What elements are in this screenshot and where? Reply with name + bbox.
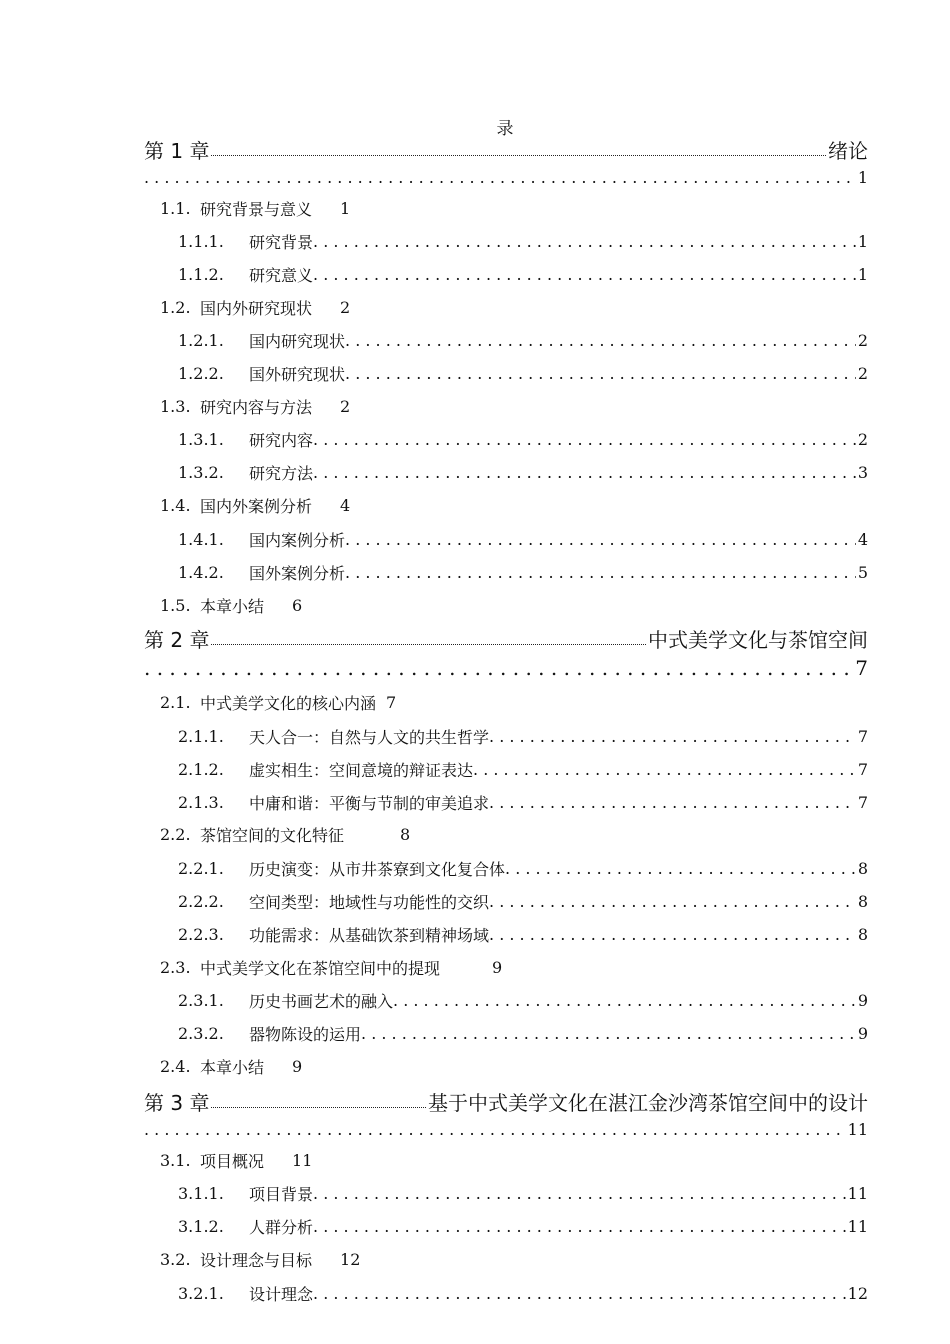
subsection-title: 研究意义 xyxy=(249,265,314,285)
subsection-number: 2.2.2. xyxy=(178,891,224,911)
leader-dots xyxy=(345,364,856,383)
leader-dots xyxy=(505,859,856,878)
section-number: 2.1. xyxy=(160,692,191,712)
subsection-title: 研究内容 xyxy=(249,430,314,450)
page-number: 1 xyxy=(857,264,868,284)
section-number: 2.2. xyxy=(160,824,191,844)
leader-dots xyxy=(313,1184,846,1203)
subsection-title: 设计理念 xyxy=(249,1284,314,1304)
subsection-title: 研究背景 xyxy=(249,232,314,252)
leader-dots xyxy=(144,1120,844,1139)
subsection-number: 2.1.1. xyxy=(178,726,224,746)
toc-subsection[interactable] xyxy=(178,426,868,452)
page-number: 1 xyxy=(857,167,868,187)
subsection-number: 1.3.2. xyxy=(178,462,224,482)
leader-dots xyxy=(211,155,826,156)
page-number: 2 xyxy=(857,363,868,383)
page-number: 9 xyxy=(292,1056,303,1076)
leader-dots xyxy=(313,430,856,449)
subsection-number: 2.1.3. xyxy=(178,792,224,812)
subsection-title: 研究方法 xyxy=(249,463,314,483)
leader-dots xyxy=(473,760,856,779)
section-number: 1.5. xyxy=(160,595,191,615)
subsection-number: 2.1.2. xyxy=(178,759,224,779)
toc-subsection[interactable] xyxy=(178,228,868,254)
subsection-title: 器物陈设的运用 xyxy=(249,1024,362,1044)
toc-subsection[interactable] xyxy=(178,459,868,485)
section-title: 设计理念与目标 xyxy=(200,1250,313,1270)
section-title: 中式美学文化的核心内涵 xyxy=(200,693,377,713)
page-number: 1 xyxy=(857,231,868,251)
section-title: 研究背景与意义 xyxy=(200,199,313,219)
toc-subsection[interactable] xyxy=(178,1280,868,1306)
subsection-number: 1.1.1. xyxy=(178,231,224,251)
subsection-title: 历史书画艺术的融入 xyxy=(249,991,394,1011)
toc-subsection[interactable] xyxy=(178,1180,868,1206)
page-number: 2 xyxy=(340,297,351,317)
chapter-title: 基于中式美学文化在湛江金沙湾茶馆空间中的设计 xyxy=(428,1090,868,1115)
page-number: 8 xyxy=(857,924,868,944)
chapter-label: 第 3 章 xyxy=(144,1090,210,1115)
leader-dots xyxy=(345,530,856,549)
subsection-number: 2.3.1. xyxy=(178,990,224,1010)
page-number: 8 xyxy=(857,858,868,878)
page-number: 12 xyxy=(340,1249,361,1269)
toc-subsection[interactable] xyxy=(178,1213,868,1239)
subsection-number: 1.2.2. xyxy=(178,363,224,383)
section-number: 1.4. xyxy=(160,495,191,515)
subsection-number: 3.1.1. xyxy=(178,1183,224,1203)
section-number: 2.3. xyxy=(160,957,191,977)
leader-dots xyxy=(489,925,856,944)
page-number: 11 xyxy=(292,1150,313,1170)
toc-subsection[interactable] xyxy=(178,1020,868,1046)
page-number: 2 xyxy=(857,330,868,350)
page-number: 3 xyxy=(857,462,868,482)
toc-subsection[interactable] xyxy=(178,360,868,386)
toc-section[interactable] xyxy=(160,1053,302,1079)
toc-subsection[interactable] xyxy=(178,888,868,914)
toc-subsection[interactable] xyxy=(178,559,868,585)
section-number: 2.4. xyxy=(160,1056,191,1076)
page-number: 4 xyxy=(857,529,868,549)
leader-dots xyxy=(345,331,856,350)
leader-dots xyxy=(313,1217,846,1236)
subsection-title: 人群分析 xyxy=(249,1217,314,1237)
page-number: 8 xyxy=(857,891,868,911)
subsection-title: 功能需求：从基础饮茶到精神场域 xyxy=(249,925,490,945)
toc-chapter-page-line xyxy=(144,1116,868,1142)
page-number: 9 xyxy=(492,957,503,977)
toc-title: 录 xyxy=(496,119,514,139)
toc-chapter[interactable] xyxy=(144,625,868,651)
subsection-title: 天人合一：自然与人文的共生哲学 xyxy=(249,727,490,747)
toc-subsection[interactable] xyxy=(178,261,868,287)
leader-dots xyxy=(211,1107,426,1108)
page-number: 7 xyxy=(855,656,868,680)
page-number: 7 xyxy=(857,792,868,812)
leader-dots xyxy=(489,793,856,812)
leader-dots xyxy=(313,265,856,284)
section-number: 3.1. xyxy=(160,1150,191,1170)
subsection-number: 2.3.2. xyxy=(178,1023,224,1043)
section-title: 项目概况 xyxy=(200,1151,265,1171)
toc-subsection[interactable] xyxy=(178,921,868,947)
toc-subsection[interactable] xyxy=(178,789,868,815)
toc-subsection[interactable] xyxy=(178,327,868,353)
toc-subsection[interactable] xyxy=(178,855,868,881)
subsection-number: 1.4.1. xyxy=(178,529,224,549)
toc-chapter[interactable] xyxy=(144,136,868,162)
leader-dots xyxy=(489,727,856,746)
page-number: 2 xyxy=(340,396,351,416)
chapter-title: 中式美学文化与茶馆空间 xyxy=(648,627,868,652)
subsection-number: 1.4.2. xyxy=(178,562,224,582)
page-number: 12 xyxy=(847,1283,868,1303)
toc-section[interactable] xyxy=(160,689,396,715)
section-title: 研究内容与方法 xyxy=(200,397,313,417)
subsection-title: 国外案例分析 xyxy=(249,563,346,583)
section-number: 1.3. xyxy=(160,396,191,416)
page-number: 7 xyxy=(857,759,868,779)
section-title: 国内外研究现状 xyxy=(200,298,313,318)
toc-section[interactable] xyxy=(160,393,350,419)
section-title: 本章小结 xyxy=(200,596,265,616)
toc-subsection[interactable] xyxy=(178,723,868,749)
page-number: 5 xyxy=(857,562,868,582)
page-number: 9 xyxy=(857,990,868,1010)
page-number: 2 xyxy=(857,429,868,449)
subsection-title: 历史演变：从市井茶寮到文化复合体 xyxy=(249,859,506,879)
subsection-number: 2.2.1. xyxy=(178,858,224,878)
leader-dots xyxy=(144,168,854,187)
toc-subsection[interactable] xyxy=(178,526,868,552)
subsection-title: 虚实相生：空间意境的辩证表达 xyxy=(249,760,474,780)
chapter-title: 绪论 xyxy=(828,138,868,163)
toc-section[interactable] xyxy=(160,294,350,320)
page-number: 7 xyxy=(857,726,868,746)
leader-dots xyxy=(313,1284,846,1303)
subsection-number: 2.2.3. xyxy=(178,924,224,944)
section-title: 国内外案例分析 xyxy=(200,496,313,516)
toc-subsection[interactable] xyxy=(178,756,868,782)
toc-chapter-page-line xyxy=(144,655,868,681)
subsection-number: 3.2.1. xyxy=(178,1283,224,1303)
chapter-label: 第 2 章 xyxy=(144,627,210,652)
subsection-title: 空间类型：地域性与功能性的交织 xyxy=(249,892,490,912)
page-number: 7 xyxy=(386,692,397,712)
section-title: 茶馆空间的文化特征 xyxy=(200,825,345,845)
leader-dots xyxy=(393,991,856,1010)
chapter-label: 第 1 章 xyxy=(144,138,210,163)
subsection-title: 国内研究现状 xyxy=(249,331,346,351)
toc-section[interactable] xyxy=(160,1246,360,1272)
subsection-number: 3.1.2. xyxy=(178,1216,224,1236)
page-number: 11 xyxy=(847,1216,868,1236)
page-number: 8 xyxy=(400,824,411,844)
toc-section[interactable] xyxy=(160,492,350,518)
page-number: 9 xyxy=(857,1023,868,1043)
toc-subsection[interactable] xyxy=(178,987,868,1013)
page-number: 11 xyxy=(847,1183,868,1203)
subsection-title: 中庸和谐：平衡与节制的审美追求 xyxy=(249,793,490,813)
section-number: 3.2. xyxy=(160,1249,191,1269)
subsection-number: 1.2.1. xyxy=(178,330,224,350)
leader-dots xyxy=(211,644,646,645)
page-number: 1 xyxy=(340,198,351,218)
section-number: 1.2. xyxy=(160,297,191,317)
leader-dots xyxy=(313,463,856,482)
toc-section[interactable] xyxy=(160,954,502,980)
leader-dots xyxy=(361,1024,856,1043)
toc-chapter[interactable] xyxy=(144,1088,868,1114)
subsection-number: 1.1.2. xyxy=(178,264,224,284)
section-title: 中式美学文化在茶馆空间中的提现 xyxy=(200,958,441,978)
toc-section[interactable] xyxy=(160,195,350,221)
subsection-title: 国内案例分析 xyxy=(249,530,346,550)
section-number: 1.1. xyxy=(160,198,191,218)
leader-dots xyxy=(313,232,856,251)
page-number: 4 xyxy=(340,495,351,515)
toc-chapter-page-line xyxy=(144,164,868,190)
subsection-number: 1.3.1. xyxy=(178,429,224,449)
leader-dots xyxy=(489,892,856,911)
page-number: 6 xyxy=(292,595,303,615)
toc-section[interactable] xyxy=(160,1147,312,1173)
toc-section[interactable] xyxy=(160,821,410,847)
subsection-title: 项目背景 xyxy=(249,1184,314,1204)
subsection-title: 国外研究现状 xyxy=(249,364,346,384)
toc-section[interactable] xyxy=(160,592,302,618)
page-number: 11 xyxy=(847,1119,868,1139)
leader-dots xyxy=(144,656,851,680)
leader-dots xyxy=(345,563,856,582)
section-title: 本章小结 xyxy=(200,1057,265,1077)
